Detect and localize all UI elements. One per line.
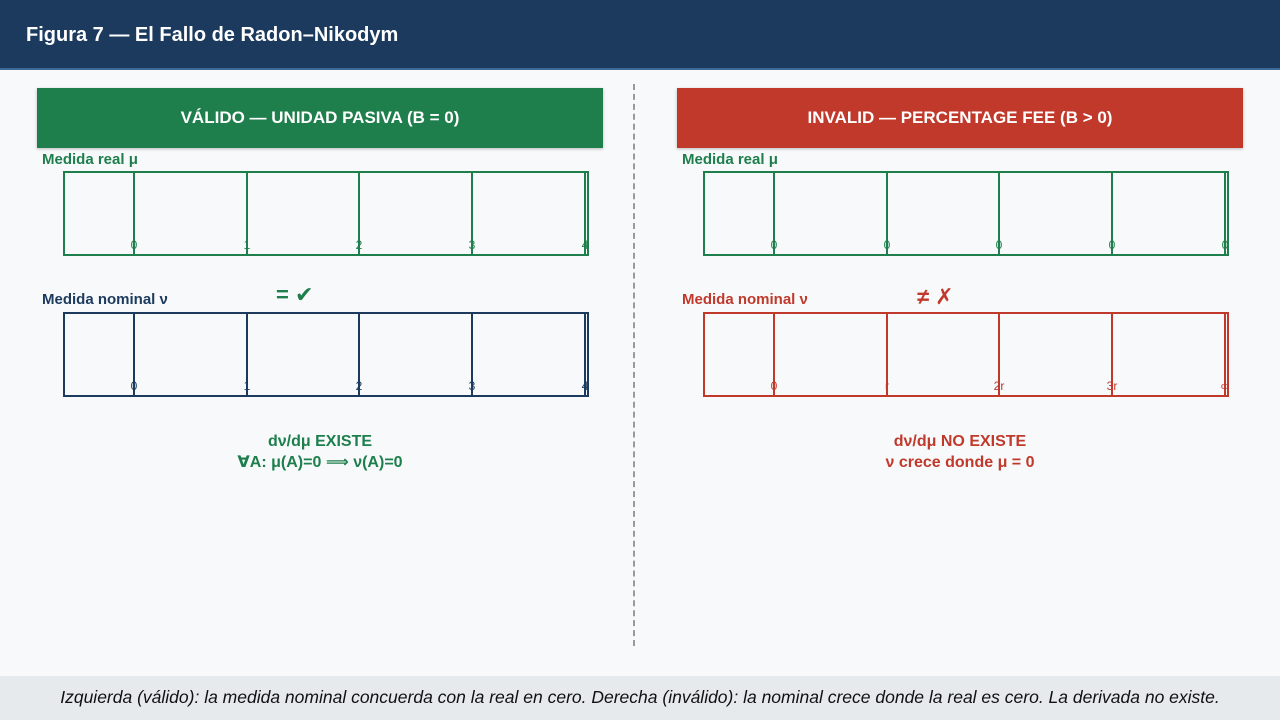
tick-label: 0: [1108, 238, 1116, 252]
tick-label: 3r: [1106, 379, 1118, 393]
right-banner-text: INVALID — PERCENTAGE FEE (B > 0): [807, 108, 1113, 127]
equal-check-mark: = ✔: [276, 282, 314, 307]
left-result-line1: dν/dμ EXISTE: [267, 433, 373, 450]
tick-label: 4: [581, 379, 589, 393]
tick-label: 0: [1221, 238, 1229, 252]
tick-label: 0: [130, 238, 138, 252]
right-banner: [677, 88, 1243, 148]
left-result: [57, 431, 583, 473]
tick-label: 0: [770, 379, 778, 393]
tick-label: 0: [995, 238, 1003, 252]
left-nominal-label: Medida nominal ν: [42, 291, 168, 308]
right-nominal-label: Medida nominal ν: [682, 291, 808, 308]
right-result-line1: dν/dμ NO EXISTE: [893, 433, 1027, 450]
tick-label: 3: [468, 238, 476, 252]
header-bar: [0, 0, 1280, 70]
left-banner: [37, 88, 603, 148]
tick-label: 2: [355, 379, 363, 393]
tick-label: 1: [243, 379, 251, 393]
left-result-line2: ∀A: μ(A)=0 ⟹ ν(A)=0: [237, 454, 403, 471]
left-banner-text: VÁLIDO — UNIDAD PASIVA (B = 0): [180, 108, 460, 127]
tick-label: 2r: [993, 379, 1005, 393]
caption-bar: [0, 676, 1280, 720]
tick-label: r: [885, 379, 889, 393]
tick-label: ∞: [1220, 379, 1230, 393]
left-real-label: Medida real μ: [42, 151, 138, 168]
tick-label: 0: [130, 379, 138, 393]
right-nominal-measure-bar: [703, 312, 1229, 397]
tick-label: 0: [770, 238, 778, 252]
tick-label: 3: [468, 379, 476, 393]
tick-label: 4: [581, 238, 589, 252]
right-real-measure-bar: [703, 171, 1229, 256]
right-result: [697, 431, 1223, 473]
tick-label: 0: [883, 238, 891, 252]
tick-label: 1: [243, 238, 251, 252]
not-equal-cross-mark: ≠ ✗: [917, 284, 954, 309]
right-real-label: Medida real μ: [682, 151, 778, 168]
figure-caption: Izquierda (válido): la medida nominal concuerda con la real en cero. Derecha (inválido): la nominal crece donde la real es cero. La derivada no existe.: [60, 687, 1220, 707]
panel-divider: [633, 84, 635, 646]
left-real-measure-bar: [63, 171, 589, 256]
tick-label: 2: [355, 238, 363, 252]
page-title: Figura 7 — El Fallo de Radon–Nikodym: [26, 24, 399, 46]
right-result-line2: ν crece donde μ = 0: [885, 454, 1035, 471]
left-nominal-measure-bar: [63, 312, 589, 397]
